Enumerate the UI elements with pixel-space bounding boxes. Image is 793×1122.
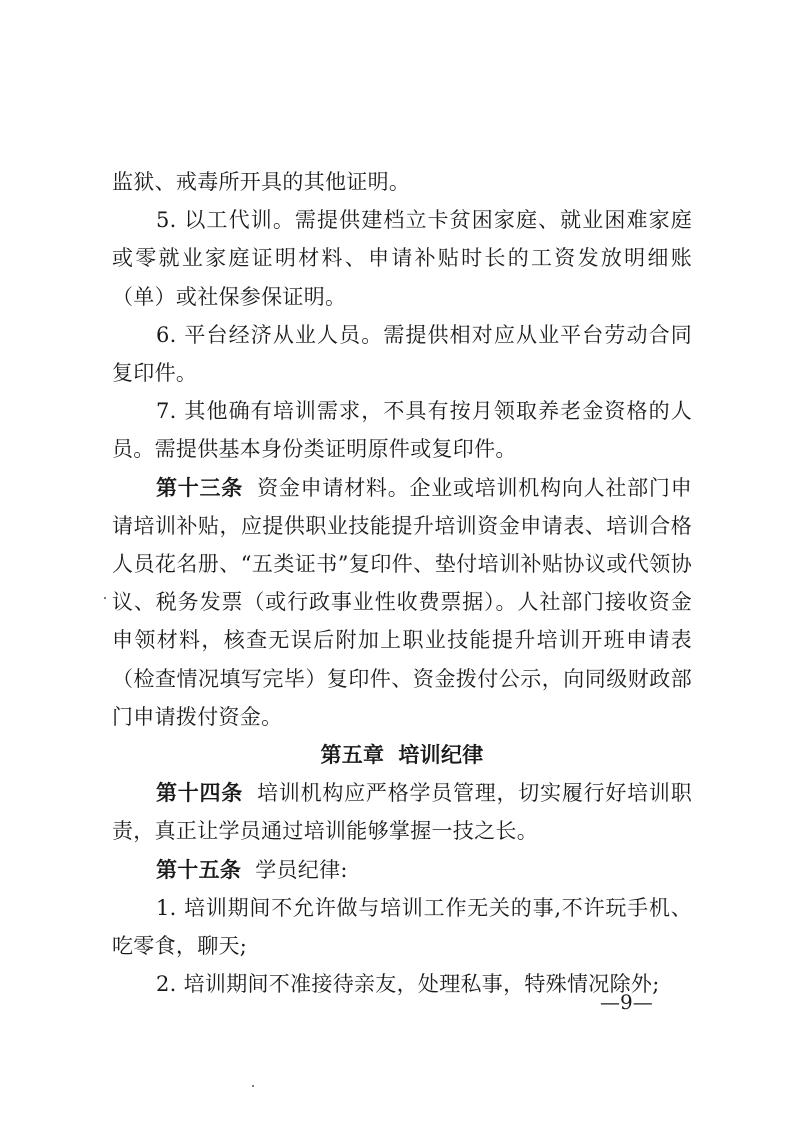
article-14-text: 培训机构应严格学员管理，切实履行好培训职责，真正让学员通过培训能够掌握一技之长。 [112,781,692,844]
paragraph-item-5: 5. 以工代训。需提供建档立卡贫困家庭、就业困难家庭或零就业家庭证明材料、申请补贴时长的工资发放明细账（单）或社保参保证明。 [112,208,692,309]
document-body [112,163,692,1003]
paragraph-item-7: 7. 其他确有培训需求，不具有按月领取养老金资格的人员。需提供基本身份类证明原件或复印件。 [112,399,692,462]
chapter-5-number: 第五章 [320,743,385,768]
paragraph-item-6: 6. 平台经济从业人员。需提供相对应从业平台劳动合同复印件。 [112,322,692,386]
article-15 [112,851,692,889]
chapter-5-title: 培训纪律 [398,743,484,768]
article-13-text: 资金申请材料。企业或培训机构向人社部门申请培训补贴，应提供职业技能提升培训资金申请表、培训合格人员花名册、“五类证书”复印件、垫付培训补贴协议或代领协议、税务发票（或行政事业性收费票据）。人社部门接收资金申领材料，核查无误后附加上职业技能提升培训开班申请表（检查情况填写完毕）复印件、资金拨付公示，向同级财政部门申请拨付资金。 [112,475,692,729]
page-number: —9— [600,990,653,1014]
article-15-text: 学员纪律: [255,857,348,882]
article-14 [112,774,692,850]
chapter-5-heading [112,736,692,774]
paragraph-continuation: 监狱、戒毒所开具的其他证明。 [112,170,411,194]
article-14-label: 第十四条 [156,781,244,806]
scan-speck [104,597,106,599]
rule-item-1: 1. 培训期间不允许做与培训工作无关的事,不许玩手机、吃零食，聊天; [112,895,692,959]
article-13 [112,469,692,736]
article-13-label: 第十三条 [156,475,244,500]
rule-item-2: 2. 培训期间不准接待亲友，处理私事，特殊情况除外; [156,972,660,997]
scan-speck [252,1085,254,1087]
article-15-label: 第十五条 [156,857,242,882]
